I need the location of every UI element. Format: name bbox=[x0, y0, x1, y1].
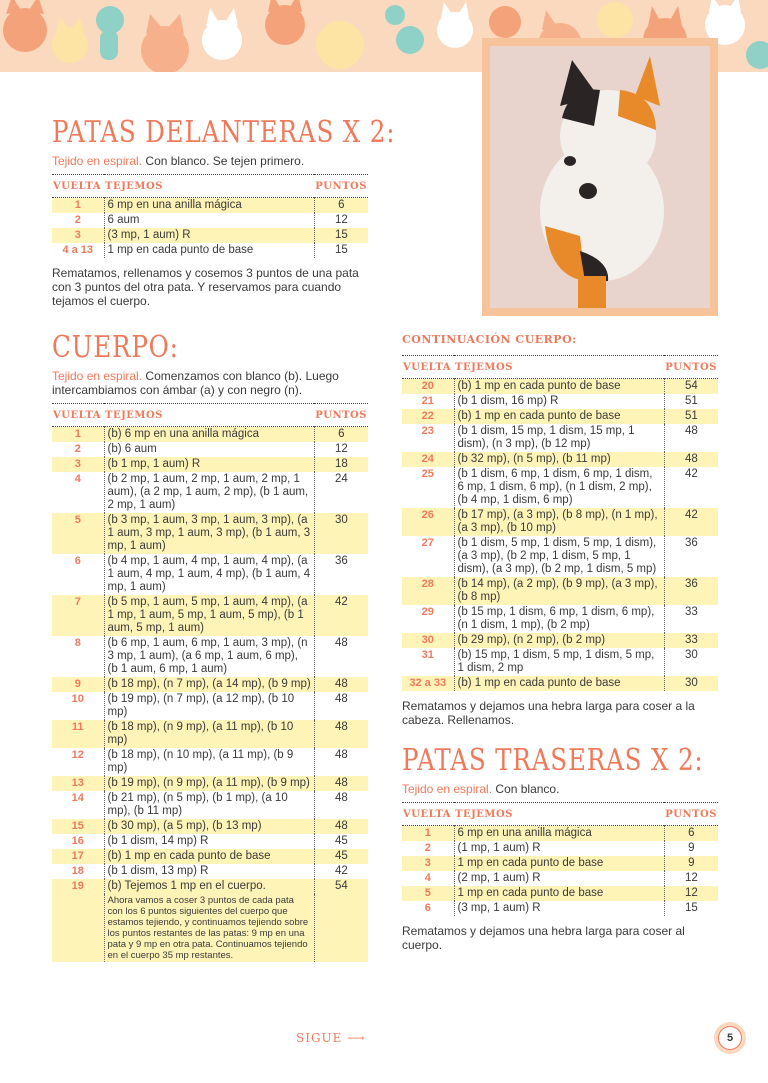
table-row bbox=[402, 577, 718, 605]
page-number-badge bbox=[714, 1022, 746, 1054]
row-vuelta: 3 bbox=[402, 856, 454, 871]
row-tejemos: (b) 6 mp en una anilla mágica bbox=[104, 427, 314, 443]
arrow-right-icon: ⟶ bbox=[347, 1031, 366, 1045]
row-vuelta: 1 bbox=[52, 427, 104, 443]
row-puntos: 9 bbox=[664, 841, 718, 856]
row-puntos: 36 bbox=[664, 536, 718, 577]
row-tejemos: (b 14 mp), (a 2 mp), (b 9 mp), (a 3 mp), (b 8 mp) bbox=[454, 577, 664, 605]
row-vuelta: 26 bbox=[402, 508, 454, 536]
row-vuelta: 27 bbox=[421, 537, 434, 549]
table-row bbox=[402, 379, 718, 395]
patas-delanteras-title: PATAS DELANTERAS X 2: bbox=[52, 115, 396, 150]
row-puntos: 48 bbox=[664, 424, 718, 452]
row-puntos: 48 bbox=[314, 748, 368, 776]
row-puntos: 36 bbox=[664, 577, 718, 605]
row-tejemos: (b 3 mp, 1 aum, 3 mp, 1 aum, 3 mp), (a 1 aum, 3 mp, 1 aum, 3 mp), (b 1 aum, 3 mp, 1 aum) bbox=[104, 513, 314, 554]
row-puntos: 42 bbox=[314, 595, 368, 636]
row-tejemos: (b 17 mp), (a 3 mp), (b 8 mp), (n 1 mp), (a 3 mp), (b 10 mp) bbox=[454, 508, 664, 536]
table-row bbox=[52, 692, 368, 720]
col-vuelta: VUELTA bbox=[403, 808, 451, 820]
row-vuelta: 16 bbox=[71, 835, 84, 847]
row-tejemos: (b 19 mp), (n 7 mp), (a 12 mp), (b 10 mp) bbox=[104, 692, 314, 720]
table-row bbox=[402, 856, 718, 871]
row-vuelta: 22 bbox=[402, 409, 454, 424]
row-vuelta: 3 bbox=[52, 457, 104, 472]
row-vuelta: 5 bbox=[402, 886, 454, 901]
row-vuelta: 2 bbox=[74, 443, 81, 455]
col-tejemos: TEJEMOS bbox=[105, 180, 163, 192]
row-tejemos: (3 mp, 1 aum) R bbox=[104, 228, 314, 243]
table-row bbox=[402, 841, 718, 856]
row-vuelta: 11 bbox=[52, 720, 104, 748]
row-tejemos: (1 mp, 1 aum) R bbox=[454, 841, 664, 856]
intro-spiral-label: Tejido en espiral. bbox=[52, 154, 143, 168]
intro-spiral-label: Tejido en espiral. bbox=[52, 369, 143, 383]
row-vuelta: 9 bbox=[52, 677, 104, 692]
row-tejemos: (b 1 mp, 1 aum) R bbox=[104, 457, 314, 472]
intro-text: Con blanco. bbox=[492, 782, 560, 796]
row-tejemos: 1 mp en cada punto de base bbox=[454, 886, 664, 901]
row-puntos: 51 bbox=[664, 394, 718, 409]
col-tejemos: TEJEMOS bbox=[455, 361, 513, 373]
continuacion-title: CONTINUACIÓN CUERPO: bbox=[402, 333, 577, 346]
row-puntos: 24 bbox=[314, 472, 368, 513]
row-vuelta: 4 a 13 bbox=[62, 244, 94, 256]
cuerpo-intro bbox=[52, 369, 368, 397]
patas-delanteras-table bbox=[52, 174, 368, 258]
col-tejemos: TEJEMOS bbox=[105, 409, 163, 421]
table-row bbox=[402, 901, 718, 916]
row-tejemos: (b 1 dism, 16 mp) R bbox=[454, 394, 664, 409]
row-puntos: 12 bbox=[314, 442, 368, 457]
table-row bbox=[52, 442, 368, 457]
row-puntos: 54 bbox=[314, 879, 368, 894]
row-tejemos: (b 29 mp), (n 2 mp), (b 2 mp) bbox=[454, 633, 664, 648]
row-tejemos: (b) 6 aum bbox=[104, 442, 314, 457]
table-row bbox=[52, 595, 368, 636]
row-tejemos: (b) 15 mp, 1 dism, 5 mp, 1 dism, 5 mp, 1 dism, 2 mp bbox=[454, 648, 664, 676]
row-tejemos: (b 32 mp), (n 5 mp), (b 11 mp) bbox=[454, 452, 664, 467]
table-row bbox=[52, 834, 368, 849]
row-puntos: 15 bbox=[314, 228, 368, 243]
row-puntos: 15 bbox=[314, 243, 368, 258]
table-row bbox=[402, 826, 718, 842]
table-row bbox=[52, 513, 368, 554]
table-row bbox=[52, 198, 368, 214]
row-vuelta: 7 bbox=[52, 595, 104, 636]
row-puntos: 48 bbox=[314, 692, 368, 720]
table-row bbox=[402, 394, 718, 409]
row-puntos: 15 bbox=[664, 901, 718, 916]
sigue-text: SIGUE bbox=[296, 1031, 343, 1045]
row-tejemos: (b 6 mp, 1 aum, 6 mp, 1 aum, 3 mp), (n 3 mp, 1 aum), (a 6 mp, 1 aum, 6 mp), (b 1 aum, 6 mp, 1 aum) bbox=[104, 636, 314, 677]
row-puntos: 12 bbox=[664, 886, 718, 901]
table-row bbox=[52, 791, 368, 819]
row-vuelta: 1 bbox=[402, 826, 454, 842]
intro-text: Con blanco. Se tejen primero. bbox=[142, 154, 305, 168]
empty-cell bbox=[314, 894, 368, 962]
row-tejemos: (b 5 mp, 1 aum, 5 mp, 1 aum, 4 mp), (a 1 mp, 1 aum, 5 mp, 1 aum, 5 mp), (b 1 aum, 5 mp, 1 aum) bbox=[104, 595, 314, 636]
row-vuelta: 29 bbox=[421, 606, 434, 618]
row-tejemos: (b 1 dism, 15 mp, 1 dism, 15 mp, 1 dism), (n 3 mp), (b 12 mp) bbox=[454, 424, 664, 452]
row-puntos: 36 bbox=[314, 554, 368, 595]
row-vuelta: 6 bbox=[74, 555, 81, 567]
row-tejemos: (b 1 dism, 6 mp, 1 dism, 6 mp, 1 dism, 6 mp, 1 dism, 6 mp), (n 1 dism, 2 mp), (b 4 mp, 1 dism, 6 mp) bbox=[454, 467, 664, 508]
row-puntos: 48 bbox=[314, 819, 368, 834]
row-puntos: 6 bbox=[314, 198, 368, 214]
row-vuelta: 31 bbox=[421, 649, 434, 661]
row-vuelta: 5 bbox=[52, 513, 104, 554]
table-row bbox=[52, 554, 368, 595]
row-puntos: 45 bbox=[314, 849, 368, 864]
table-row bbox=[52, 427, 368, 443]
row-tejemos: (b 4 mp, 1 aum, 4 mp, 1 aum, 4 mp), (a 1 aum, 4 mp, 1 aum, 4 mp), (b 1 aum, 4 mp, 1 aum) bbox=[104, 554, 314, 595]
row-vuelta: 3 bbox=[52, 228, 104, 243]
right-column bbox=[402, 355, 718, 952]
row-vuelta: 25 bbox=[421, 468, 434, 480]
row-tejemos: (3 mp, 1 aum) R bbox=[454, 901, 664, 916]
col-vuelta: VUELTA bbox=[53, 180, 101, 192]
page-number: 5 bbox=[718, 1026, 742, 1050]
row-tejemos: (b 15 mp, 1 dism, 6 mp, 1 dism, 6 mp), (n 1 dism, 1 mp), (b 2 mp) bbox=[454, 605, 664, 633]
row-vuelta: 15 bbox=[52, 819, 104, 834]
table-row bbox=[402, 409, 718, 424]
row-tejemos: (b) 1 mp en cada punto de base bbox=[454, 409, 664, 424]
row-vuelta: 8 bbox=[74, 637, 81, 649]
left-column bbox=[52, 115, 396, 962]
table-row bbox=[52, 636, 368, 677]
table-row bbox=[402, 536, 718, 577]
row-vuelta: 1 bbox=[52, 198, 104, 214]
row-tejemos-detail: Ahora vamos a coser 3 puntos de cada pata con los 6 puntos siguientes del cuerpo que estamos tejiendo, y continuamos tejiendo sobre los puntos restantes de las patas: 9 mp en una pata y 9 mp en otra pata. Continuamos tejiendo en el cuerpo 35 mp restantes. bbox=[104, 894, 314, 962]
table-row bbox=[402, 605, 718, 633]
row-tejemos: 6 mp en una anilla mágica bbox=[104, 198, 314, 214]
row-puntos: 48 bbox=[314, 677, 368, 692]
row-tejemos: (b) 1 mp en cada punto de base bbox=[454, 379, 664, 395]
row-puntos: 30 bbox=[664, 648, 718, 676]
row-vuelta: 4 bbox=[74, 473, 81, 485]
row-vuelta: 24 bbox=[402, 452, 454, 467]
table-row bbox=[52, 864, 368, 879]
row-vuelta: 10 bbox=[71, 693, 84, 705]
table-row-note bbox=[52, 894, 368, 962]
row-puntos: 54 bbox=[664, 379, 718, 395]
row-puntos: 18 bbox=[314, 457, 368, 472]
table-row bbox=[402, 452, 718, 467]
table-row bbox=[402, 424, 718, 452]
table-row bbox=[52, 776, 368, 791]
row-tejemos: (b 30 mp), (a 5 mp), (b 13 mp) bbox=[104, 819, 314, 834]
table-row bbox=[52, 228, 368, 243]
col-tejemos: TEJEMOS bbox=[455, 808, 513, 820]
patas-delanteras-note: Rematamos, rellenamos y cosemos 3 puntos de una pata con 3 puntos del otra pata. Y reservamos para cuando tejamos el cuerpo. bbox=[52, 266, 359, 308]
row-puntos: 48 bbox=[314, 720, 368, 748]
col-puntos: PUNTOS bbox=[665, 808, 717, 820]
row-tejemos: (b 18 mp), (n 9 mp), (a 11 mp), (b 10 mp) bbox=[104, 720, 314, 748]
row-tejemos: (b 1 dism, 14 mp) R bbox=[104, 834, 314, 849]
table-row bbox=[52, 243, 368, 258]
patas-traseras-title: PATAS TRASERAS X 2: bbox=[402, 743, 704, 778]
row-tejemos: (b) Tejemos 1 mp en el cuerpo. bbox=[104, 879, 314, 894]
row-vuelta: 32 a 33 bbox=[402, 676, 454, 691]
row-tejemos: (b 1 dism, 5 mp, 1 dism, 5 mp, 1 dism), (a 3 mp), (b 2 mp, 1 dism, 5 mp, 1 dism), (a 3 mp), (b 2 mp, 1 dism, 5 mp) bbox=[454, 536, 664, 577]
row-vuelta: 13 bbox=[52, 776, 104, 791]
empty-cell bbox=[52, 894, 104, 962]
sigue-label bbox=[296, 1031, 365, 1045]
crochet-cat-image bbox=[490, 46, 710, 308]
row-tejemos: (b) 1 mp en cada punto de base bbox=[454, 676, 664, 691]
row-tejemos: (2 mp, 1 aum) R bbox=[454, 871, 664, 886]
row-puntos: 51 bbox=[664, 409, 718, 424]
row-vuelta: 30 bbox=[402, 633, 454, 648]
row-vuelta: 28 bbox=[402, 577, 454, 605]
col-puntos: PUNTOS bbox=[315, 409, 367, 421]
patas-traseras-table bbox=[402, 802, 718, 916]
patas-traseras-note: Rematamos y dejamos una hebra larga para coser al cuerpo. bbox=[402, 924, 685, 952]
row-puntos: 30 bbox=[314, 513, 368, 554]
table-row bbox=[402, 676, 718, 691]
row-vuelta: 17 bbox=[52, 849, 104, 864]
col-vuelta: VUELTA bbox=[403, 361, 451, 373]
continuacion-table bbox=[402, 355, 718, 691]
row-vuelta: 4 bbox=[424, 872, 431, 884]
intro-text: Comenzamos con blanco (b). Luego intercambiamos con ámbar (a) y con negro (n). bbox=[52, 369, 339, 397]
row-vuelta: 2 bbox=[74, 214, 81, 226]
row-vuelta: 6 bbox=[424, 902, 431, 914]
row-puntos: 30 bbox=[664, 676, 718, 691]
row-puntos: 48 bbox=[314, 636, 368, 677]
amigurumi-photo-frame bbox=[482, 38, 718, 316]
cuerpo-title: CUERPO: bbox=[52, 330, 179, 365]
row-vuelta: 23 bbox=[421, 425, 434, 437]
row-tejemos: (b) 1 mp en cada punto de base bbox=[104, 849, 314, 864]
row-puntos: 12 bbox=[314, 213, 368, 228]
row-puntos: 9 bbox=[664, 856, 718, 871]
row-tejemos: (b 18 mp), (n 7 mp), (a 14 mp), (b 9 mp) bbox=[104, 677, 314, 692]
row-puntos: 42 bbox=[664, 508, 718, 536]
col-vuelta: VUELTA bbox=[53, 409, 101, 421]
row-tejemos: (b 1 dism, 13 mp) R bbox=[104, 864, 314, 879]
row-vuelta: 21 bbox=[421, 395, 434, 407]
row-puntos: 6 bbox=[314, 427, 368, 443]
table-row bbox=[52, 457, 368, 472]
row-vuelta: 20 bbox=[402, 379, 454, 395]
row-tejemos: (b 18 mp), (n 10 mp), (a 11 mp), (b 9 mp) bbox=[104, 748, 314, 776]
table-row bbox=[402, 508, 718, 536]
table-row bbox=[52, 879, 368, 894]
row-vuelta: 12 bbox=[71, 749, 84, 761]
row-puntos: 42 bbox=[314, 864, 368, 879]
row-vuelta: 18 bbox=[71, 865, 84, 877]
table-row bbox=[52, 472, 368, 513]
table-row bbox=[52, 819, 368, 834]
table-row bbox=[402, 648, 718, 676]
continuacion-note: Rematamos y dejamos una hebra larga para coser a la cabeza. Rellenamos. bbox=[402, 699, 695, 727]
table-row bbox=[52, 748, 368, 776]
row-puntos: 12 bbox=[664, 871, 718, 886]
row-tejemos: 1 mp en cada punto de base bbox=[104, 243, 314, 258]
row-tejemos: (b 2 mp, 1 aum, 2 mp, 1 aum, 2 mp, 1 aum), (a 2 mp, 1 aum, 2 mp), (b 1 aum, 2 mp, 1 aum) bbox=[104, 472, 314, 513]
amigurumi-cat-photo bbox=[490, 46, 710, 308]
table-row bbox=[52, 677, 368, 692]
col-puntos: PUNTOS bbox=[315, 180, 367, 192]
intro-spiral-label: Tejido en espiral. bbox=[402, 782, 493, 796]
row-puntos: 33 bbox=[664, 633, 718, 648]
row-puntos: 48 bbox=[314, 776, 368, 791]
row-vuelta: 2 bbox=[424, 842, 431, 854]
patas-delanteras-intro bbox=[52, 154, 368, 168]
row-puntos: 45 bbox=[314, 834, 368, 849]
table-row bbox=[402, 467, 718, 508]
row-tejemos: 1 mp en cada punto de base bbox=[454, 856, 664, 871]
table-row bbox=[52, 213, 368, 228]
table-row bbox=[52, 849, 368, 864]
row-puntos: 48 bbox=[664, 452, 718, 467]
table-row bbox=[402, 886, 718, 901]
table-row bbox=[402, 871, 718, 886]
row-tejemos: 6 mp en una anilla mágica bbox=[454, 826, 664, 842]
row-vuelta: 14 bbox=[71, 792, 84, 804]
row-vuelta: 19 bbox=[52, 879, 104, 894]
cuerpo-table bbox=[52, 403, 368, 962]
row-puntos: 6 bbox=[664, 826, 718, 842]
row-puntos: 48 bbox=[314, 791, 368, 819]
table-row bbox=[52, 720, 368, 748]
col-puntos: PUNTOS bbox=[665, 361, 717, 373]
row-puntos: 33 bbox=[664, 605, 718, 633]
patas-traseras-intro bbox=[402, 782, 718, 796]
row-tejemos: (b 19 mp), (n 9 mp), (a 11 mp), (b 9 mp) bbox=[104, 776, 314, 791]
table-row bbox=[402, 633, 718, 648]
row-tejemos: 6 aum bbox=[104, 213, 314, 228]
row-puntos: 42 bbox=[664, 467, 718, 508]
row-tejemos: (b 21 mp), (n 5 mp), (b 1 mp), (a 10 mp), (b 11 mp) bbox=[104, 791, 314, 819]
